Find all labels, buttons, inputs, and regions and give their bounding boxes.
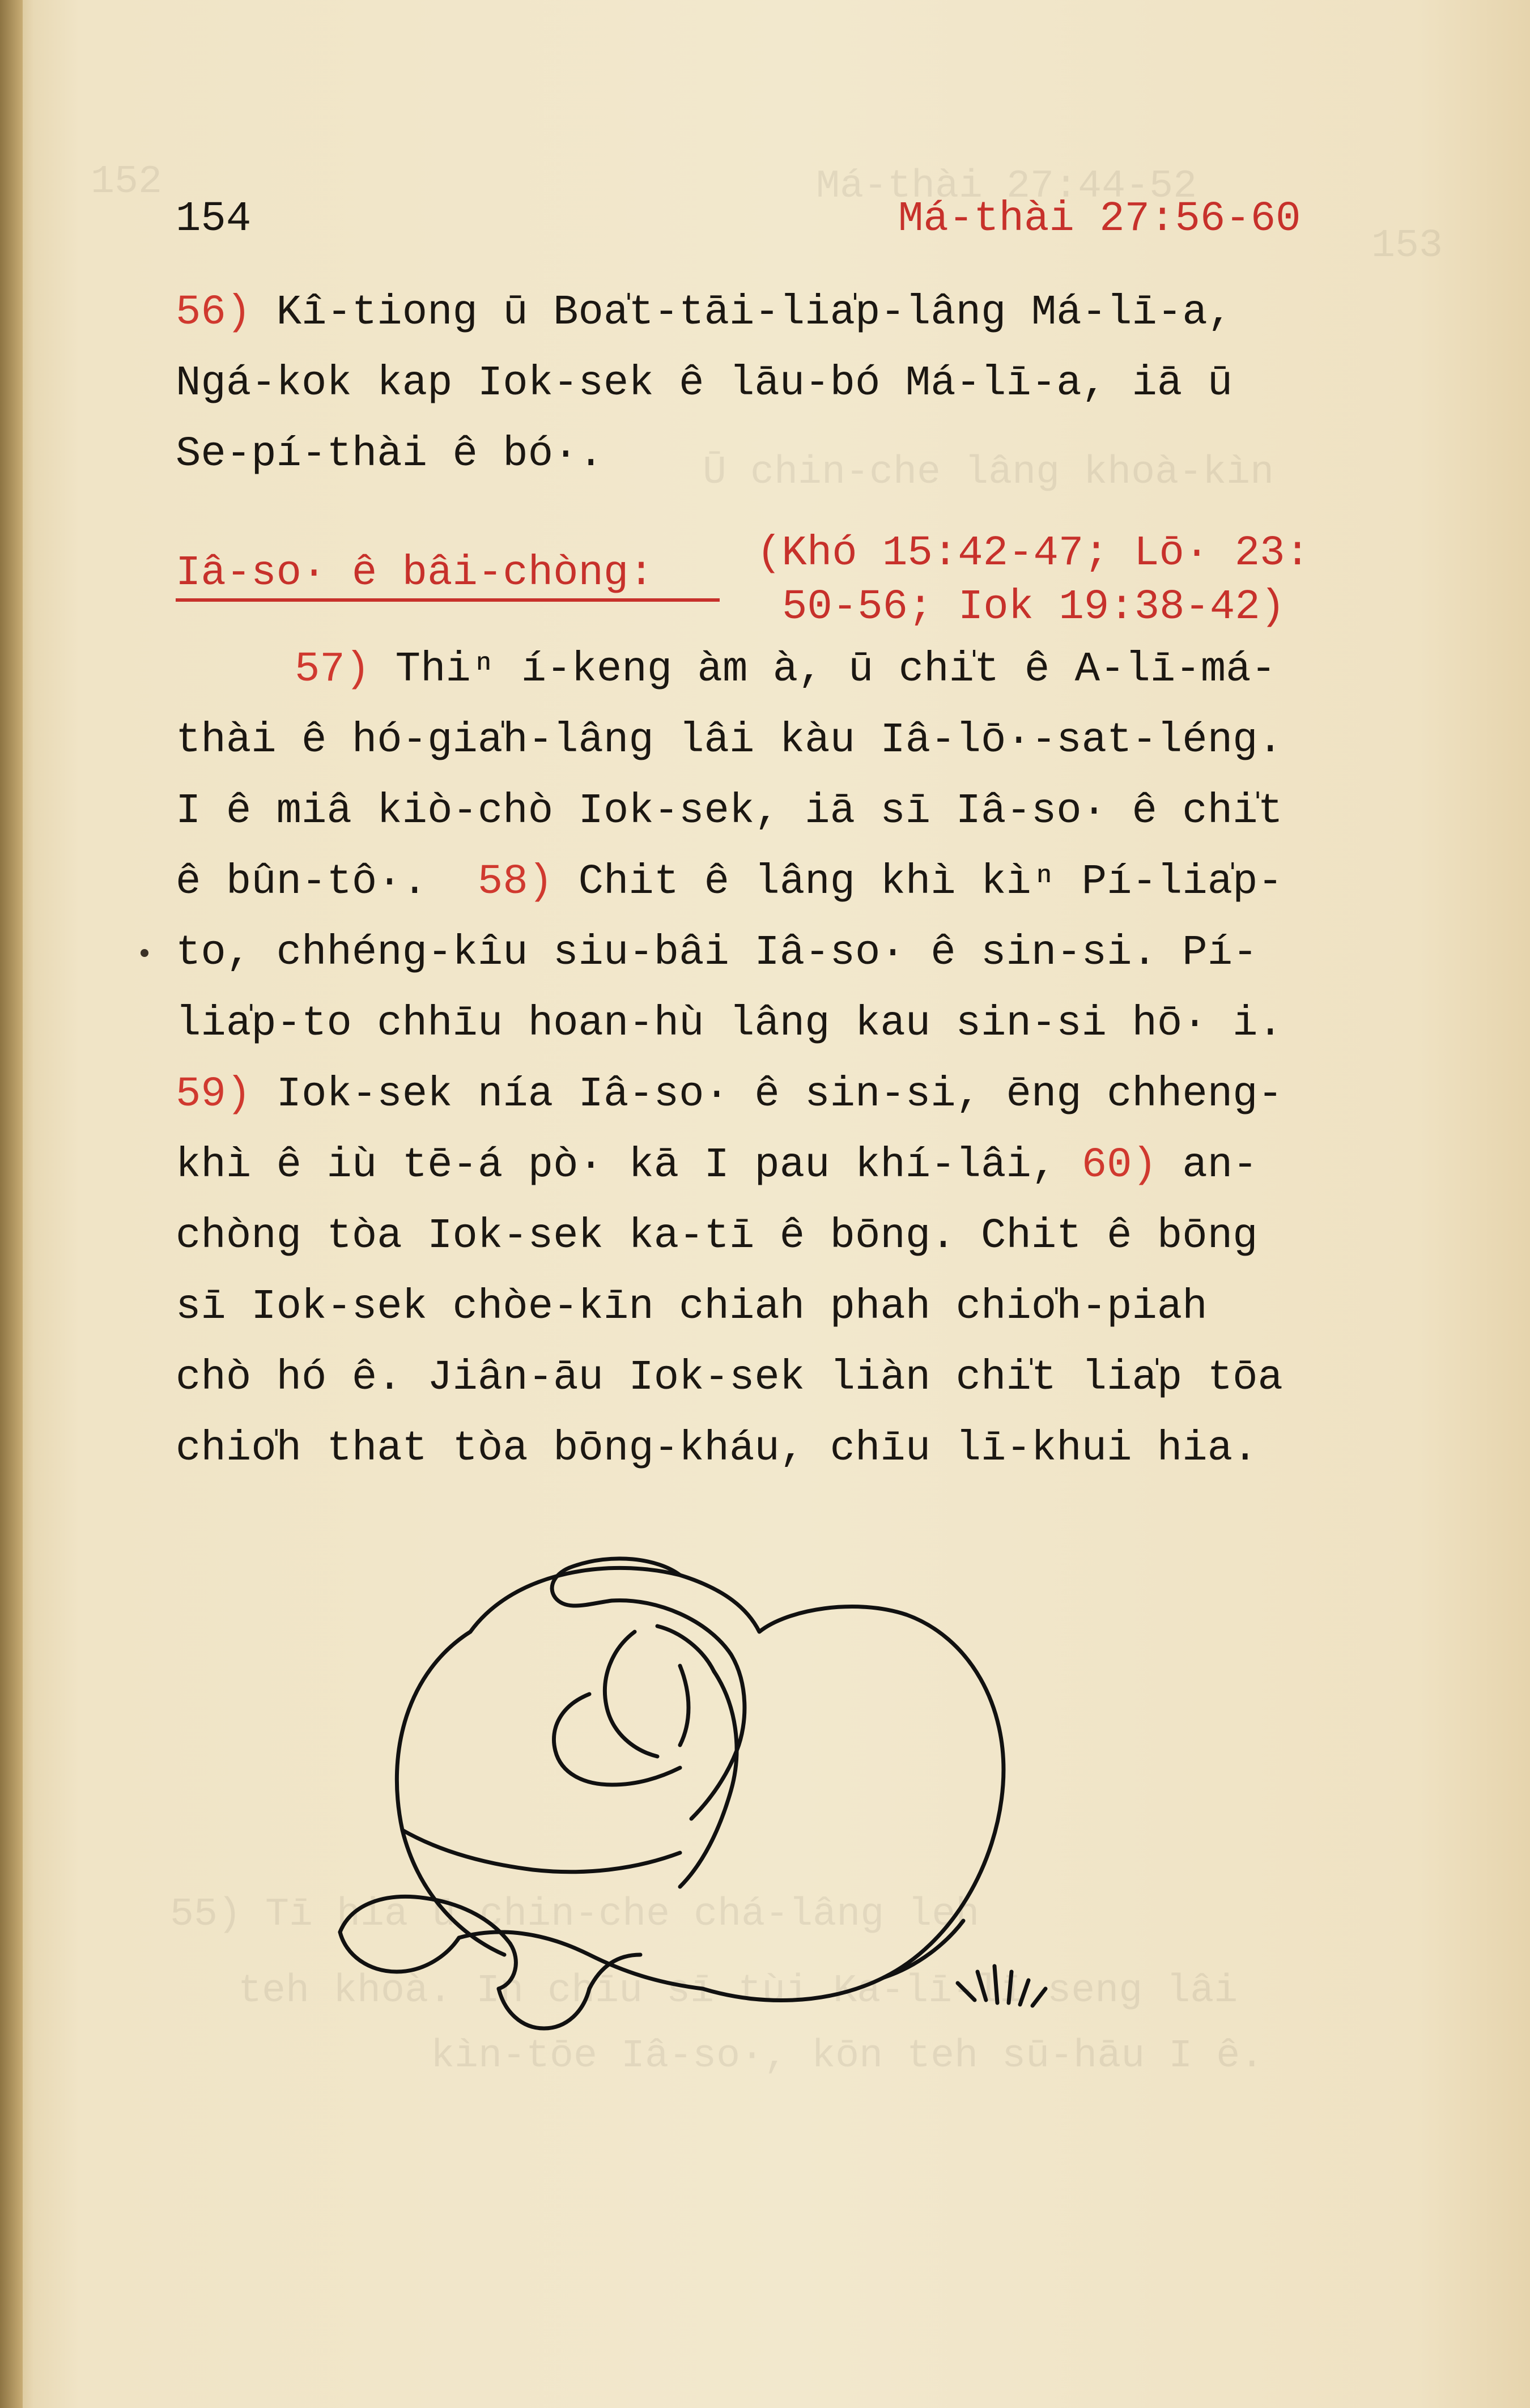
verse-text: Chit ê lâng khì kìⁿ Pí-lia̍p- (578, 858, 1283, 906)
verse-text: sī Iok-sek chòe-kīn chiah phah chio̍h-piah (176, 1283, 1208, 1331)
bleed-through-running-head: Má-thài 27:44-52 (816, 164, 1197, 209)
text-line (176, 1283, 1208, 1331)
verse-number: 59) (176, 1071, 252, 1118)
text-line (176, 431, 604, 478)
verse-text: I ê miâ kiò-chò Iok-sek, iā sī Iâ-so· ê chi̍t (176, 788, 1283, 835)
text-line (176, 289, 1233, 337)
text-line (176, 1212, 1258, 1260)
text-line (176, 929, 1258, 977)
verse-text: Thiⁿ í-keng àm à, ū chi̍t ê A-lī-má- (395, 646, 1276, 694)
text-line (176, 360, 1233, 407)
verse-number: 57) (295, 646, 371, 694)
text-line (176, 1000, 1283, 1048)
bleed-through-line: teh khoà. In chīu sī tùi Ka-lī-lī seng lâi (238, 1969, 1238, 2014)
bleed-through-line: Ū chin-che lâng khoà-kìn (703, 450, 1274, 495)
section-heading: Iâ-so· ê bâi-chòng: (176, 550, 654, 597)
bleed-through-page-number: 152 (91, 160, 163, 205)
verse-text: lia̍p-to chhīu hoan-hù lâng kau sin-si hō· i. (176, 1000, 1283, 1048)
verse-text: chò hó ê. Jiân-āu Iok-sek liàn chi̍t lia̍p tōa (176, 1354, 1283, 1402)
text-line (176, 1354, 1283, 1402)
verse-number: 56) (176, 289, 252, 337)
verse-text: Se-pí-thài ê bó·. (176, 431, 604, 478)
running-head: Má-thài 27:56-60 (898, 195, 1301, 243)
text-line (176, 717, 1283, 764)
parallel-references-line-1: (Khó 15:42-47; Lō· 23: (756, 530, 1310, 577)
tomb-stone-drawing-icon (317, 1535, 1145, 2074)
text-line (176, 1071, 1283, 1118)
verse-text: chòng tòa Iok-sek ka-tī ê bōng. Chit ê bōng (176, 1212, 1258, 1260)
margin-dot (141, 949, 148, 957)
verse-text: khì ê iù tē-á pò· kā I pau khí-lâi, (176, 1142, 1057, 1189)
verse-text: thài ê hó-gia̍h-lâng lâi kàu Iâ-lō·-sat-léng. (176, 717, 1283, 764)
verse-text: Ngá-kok kap Iok-sek ê lāu-bó Má-lī-a, iā ū (176, 360, 1233, 407)
text-line (176, 788, 1283, 835)
heading-underline (176, 598, 720, 602)
verse-text: Kî-tiong ū Boa̍t-tāi-lia̍p-lâng Má-lī-a, (276, 289, 1233, 337)
bleed-through-line: 55) Tī hia ū chin-che chá-lâng leh (170, 1892, 980, 1937)
verse-text: chio̍h that tòa bōng-kháu, chīu lī-khui hia. (176, 1425, 1258, 1473)
verse-text: Iok-sek nía Iâ-so· ê sin-si, ēng chheng- (276, 1071, 1283, 1118)
page-number: 154 (176, 195, 252, 243)
verse-number: 58) (477, 858, 554, 906)
parallel-references-line-2: 50-56; Iok 19:38-42) (782, 584, 1286, 631)
text-line (295, 646, 1276, 694)
text-line (176, 1425, 1258, 1473)
bleed-through-page-number-2: 153 (1371, 224, 1443, 269)
text-line (176, 858, 1283, 906)
bleed-through-line: kìn-tōe Iâ-so·, kōn teh sū-hāu I ê. (431, 2034, 1264, 2079)
verse-text: to, chhéng-kîu siu-bâi Iâ-so· ê sin-si. Pí- (176, 929, 1258, 977)
text-line (176, 1142, 1258, 1189)
verse-text: an- (1182, 1142, 1258, 1189)
verse-number: 60) (1081, 1142, 1157, 1189)
verse-text: ê bûn-tô·. (176, 858, 428, 906)
